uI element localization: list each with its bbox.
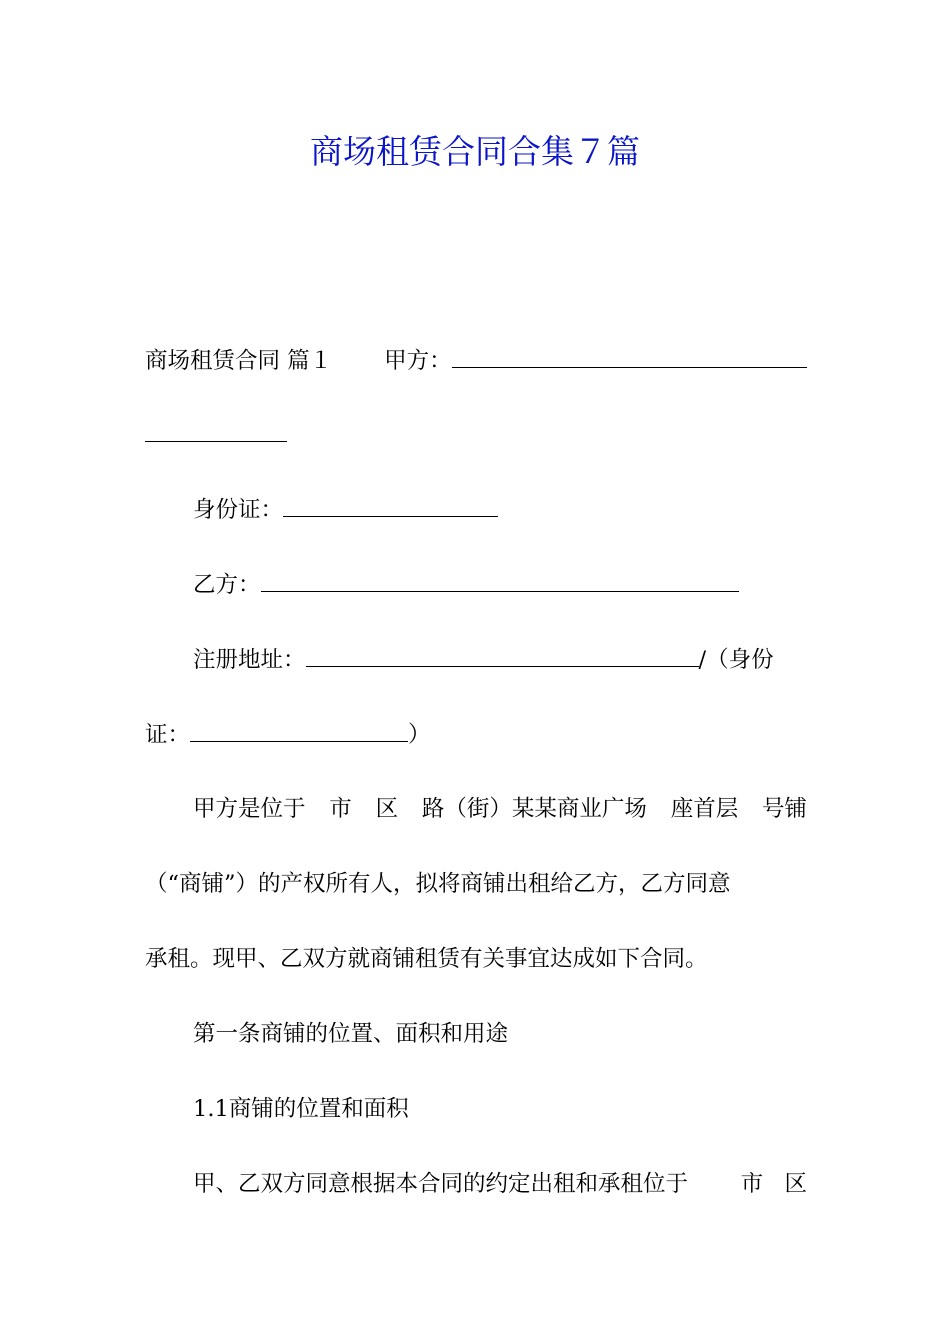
id-card2-row <box>145 717 807 752</box>
party-b-blank[interactable] <box>261 567 739 592</box>
para1-line3: 承租。现甲、乙双方就商铺租赁有关事宜达成如下合同。 <box>145 946 708 972</box>
para2-seg-1: 市 <box>740 1171 764 1197</box>
party-a-blank-continued-row <box>145 417 807 452</box>
id-card-blank[interactable] <box>283 492 498 517</box>
id-card-row <box>193 492 807 527</box>
article1-title: 第一条商铺的位置、面积和用途 <box>193 1021 509 1047</box>
para2-seg-2: 区 <box>784 1171 807 1197</box>
heading-line <box>145 343 807 378</box>
para1-line1 <box>193 792 807 826</box>
reg-address-label: 注册地址： <box>193 647 306 673</box>
id-card2-close: ） <box>408 722 431 748</box>
party-a-label: 甲方： <box>384 348 452 374</box>
party-a-blank[interactable] <box>452 343 807 368</box>
party-b-label: 乙方： <box>193 572 261 598</box>
id-card-label: 身份证： <box>193 497 284 523</box>
para1-line2: （“商铺”）的产权所有人，拟将商铺出租给乙方，乙方同意 <box>145 871 731 897</box>
para2-seg-0: 甲、乙双方同意根据本合同的约定出租和承租位于 <box>193 1171 689 1197</box>
party-a-blank-continued[interactable] <box>145 417 287 442</box>
para1-seg-5: 号铺 <box>761 796 807 822</box>
para1-seg-0: 甲方是位于 <box>193 796 306 822</box>
reg-address-suffix: /（身份 <box>698 647 774 673</box>
para1-seg-2: 区 <box>375 796 399 822</box>
section-1-1: 1.1商铺的位置和面积 <box>193 1096 409 1122</box>
para1-seg-4: 座首层 <box>670 796 739 822</box>
para2-line1 <box>193 1167 807 1201</box>
para1-seg-3: 路（街）某某商业广场 <box>421 796 647 822</box>
para1-seg-1: 市 <box>329 796 352 822</box>
party-b-row <box>193 567 807 602</box>
id-card2-label: 证： <box>145 722 191 748</box>
document-title: 商场租赁合同合集７篇 <box>310 132 640 171</box>
contract-heading: 商场租赁合同 篇１ <box>145 348 333 374</box>
reg-address-row <box>193 642 807 677</box>
reg-address-blank[interactable] <box>306 642 699 667</box>
id-card2-blank[interactable] <box>190 717 408 742</box>
